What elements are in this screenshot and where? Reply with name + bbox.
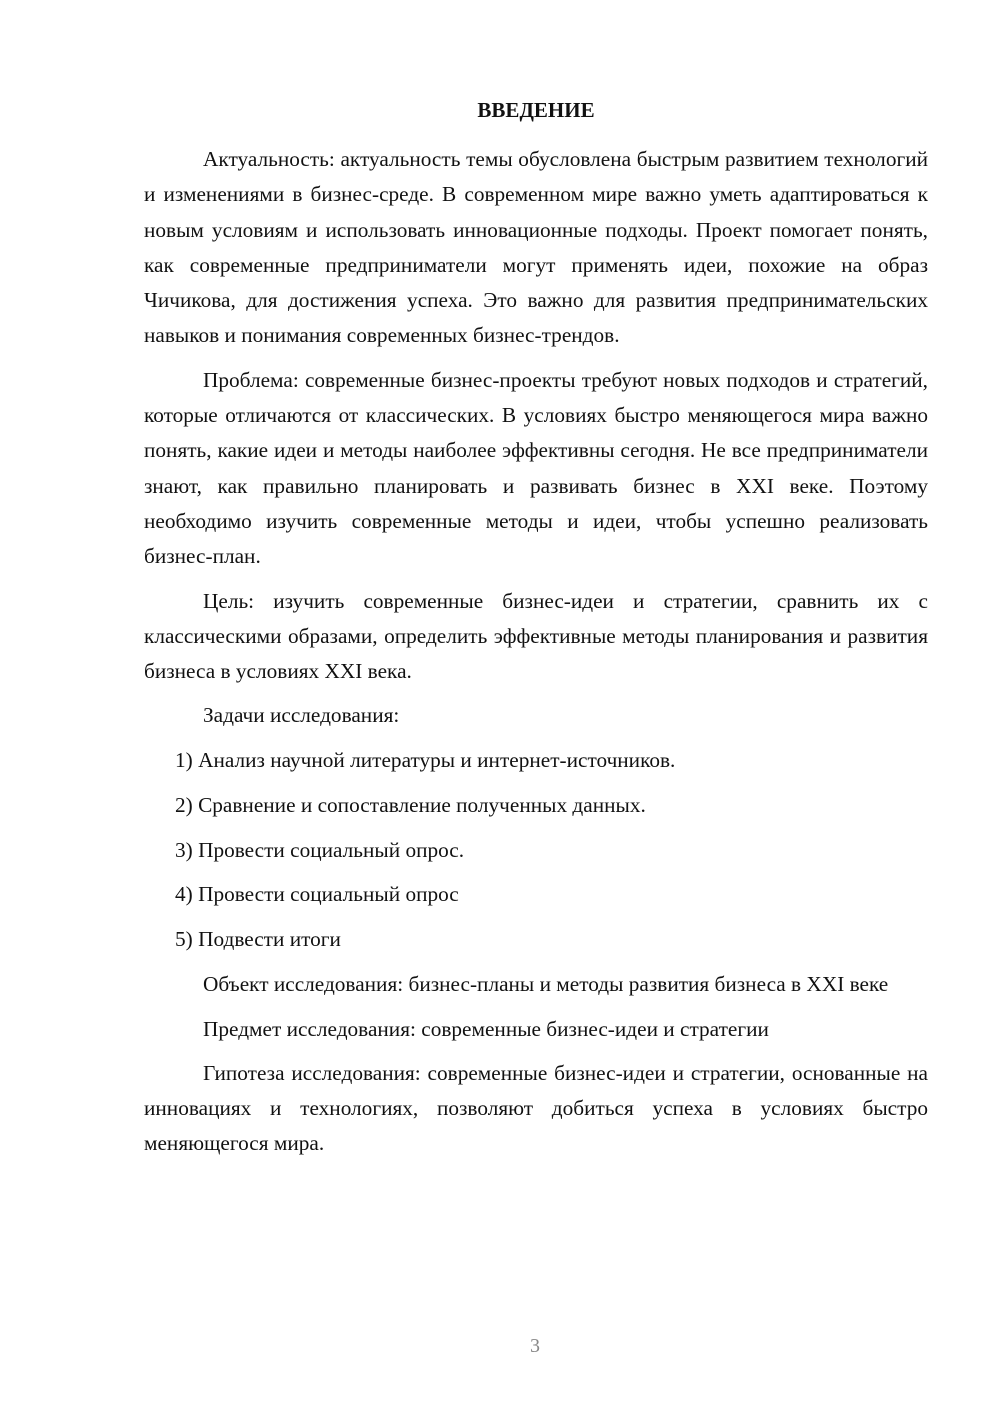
list-item: 3) Провести социальный опрос. [175,837,465,862]
list-item: 5) Подвести итоги [175,927,341,952]
paragraph-subject: Предмет исследования: современные бизнес-идеи и стратегии [203,1016,769,1041]
section-heading: ВВЕДЕНИЕ [477,98,595,122]
list-item: 2) Сравнение и сопоставление полученных данных. [175,792,646,817]
tasks-title: Задачи исследования: [203,703,400,728]
paragraph-relevance: Актуальность: актуальность темы обусловлена быстрым развитием технологий и изменениями в бизнес-среде. В современном мире важно уметь адаптироваться к новым условиям и использовать инновационные подходы. Проект помогает понять, как современные предприниматели могут применять идеи, похожие на образ Чичикова, для достижения успеха. Это важно для развития предпринимательских навыков и понимания современных бизнес-трендов. [144,147,928,348]
list-item: 1) Анализ научной литературы и интернет-источников. [175,747,676,772]
list-item: 4) Провести социальный опрос [175,882,459,907]
paragraph-object: Объект исследования: бизнес-планы и методы развития бизнеса в XXI веке [203,972,889,997]
tasks-list [144,743,928,958]
paragraph-problem: Проблема: современные бизнес-проекты требуют новых подходов и стратегий, которые отличаются от классических. В условиях быстро меняющегося мира важно понять, какие идеи и методы наиболее эффективны сегодня. Не все предприниматели знают, как правильно планировать и развивать бизнес в XXI веке. Поэтому необходимо изучить современные методы и идеи, чтобы успешно реализовать бизнес-план. [144,367,928,569]
page-number: 3 [530,1335,540,1357]
paragraph-hypothesis: Гипотеза исследования: современные бизнес-идеи и стратегии, основанные на инновациях и технологиях, позволяют добиться успеха в условиях быстро меняющегося мира. [144,1060,928,1156]
document-page [144,96,928,1171]
paragraph-goal: Цель: изучить современные бизнес-идеи и стратегии, сравнить их с классическими образами, определить эффективные методы планирования и развития бизнеса в условиях XXI века. [144,588,928,684]
